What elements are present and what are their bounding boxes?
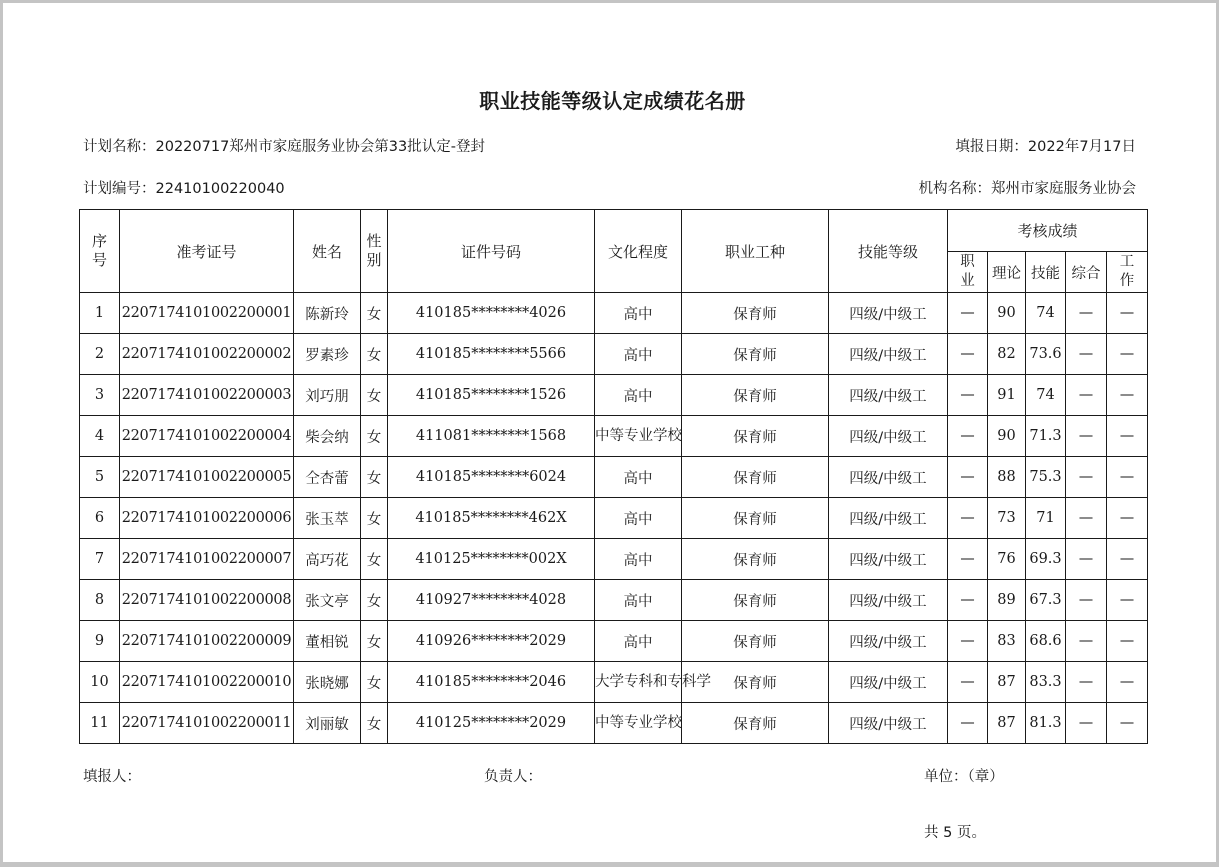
header-row	[80, 210, 1148, 252]
cell-name: 柴会纳	[294, 416, 361, 457]
cell-id-number: 410185********462X	[388, 498, 595, 539]
cell-score-comprehensive: —	[1066, 334, 1107, 375]
header-score-work: 工 作	[1107, 252, 1148, 293]
cell-id-number: 410926********2029	[388, 621, 595, 662]
cell-education: 高中	[595, 621, 682, 662]
cell-id-number: 410185********1526	[388, 375, 595, 416]
cell-name: 张玉萃	[294, 498, 361, 539]
cell-score-vocation: —	[948, 662, 988, 703]
cell-score-theory: 76	[988, 539, 1026, 580]
header-id-number: 证件号码	[388, 210, 595, 293]
cell-gender: 女	[361, 334, 388, 375]
cell-seq: 10	[80, 662, 120, 703]
table-row	[80, 334, 1148, 375]
cell-score-skill: 81.3	[1026, 703, 1066, 744]
cell-score-theory: 90	[988, 293, 1026, 334]
cell-score-vocation: —	[948, 334, 988, 375]
cell-occupation: 保育师	[682, 416, 829, 457]
table-row	[80, 580, 1148, 621]
cell-score-comprehensive: —	[1066, 703, 1107, 744]
cell-seq: 9	[80, 621, 120, 662]
cell-skill-level: 四级/中级工	[829, 293, 948, 334]
filler-label: 填报人：	[83, 769, 141, 785]
cell-score-theory: 87	[988, 662, 1026, 703]
header-scores-group: 考核成绩	[948, 210, 1148, 252]
cell-skill-level: 四级/中级工	[829, 580, 948, 621]
cell-name: 陈新玲	[294, 293, 361, 334]
cell-id-number: 410185********5566	[388, 334, 595, 375]
cell-skill-level: 四级/中级工	[829, 334, 948, 375]
header-name: 姓名	[294, 210, 361, 293]
cell-occupation: 保育师	[682, 498, 829, 539]
cell-score-vocation: —	[948, 703, 988, 744]
cell-gender: 女	[361, 498, 388, 539]
cell-skill-level: 四级/中级工	[829, 375, 948, 416]
cell-score-skill: 67.3	[1026, 580, 1066, 621]
cell-occupation: 保育师	[682, 662, 829, 703]
cell-seq: 4	[80, 416, 120, 457]
cell-gender: 女	[361, 621, 388, 662]
cell-id-number: 411081********1568	[388, 416, 595, 457]
cell-score-skill: 83.3	[1026, 662, 1066, 703]
cell-score-work: —	[1107, 293, 1148, 334]
header-education: 文化程度	[595, 210, 682, 293]
cell-score-work: —	[1107, 498, 1148, 539]
cell-score-vocation: —	[948, 293, 988, 334]
cell-score-work: —	[1107, 457, 1148, 498]
page-count: 共 5 页。	[924, 825, 986, 841]
cell-score-skill: 75.3	[1026, 457, 1066, 498]
cell-seq: 7	[80, 539, 120, 580]
cell-occupation: 保育师	[682, 457, 829, 498]
cell-name: 仝杏蕾	[294, 457, 361, 498]
cell-education: 中等专业学校	[595, 416, 682, 457]
table-row	[80, 457, 1148, 498]
cell-seq: 2	[80, 334, 120, 375]
cell-score-vocation: —	[948, 498, 988, 539]
table-row	[80, 703, 1148, 744]
roster-body	[80, 293, 1148, 744]
cell-score-skill: 69.3	[1026, 539, 1066, 580]
cell-score-skill: 71.3	[1026, 416, 1066, 457]
cell-seq: 3	[80, 375, 120, 416]
cell-ticket-no: 2207174101002200002	[120, 334, 294, 375]
cell-score-comprehensive: —	[1066, 375, 1107, 416]
cell-score-work: —	[1107, 703, 1148, 744]
cell-gender: 女	[361, 662, 388, 703]
cell-occupation: 保育师	[682, 334, 829, 375]
cell-score-theory: 83	[988, 621, 1026, 662]
cell-score-theory: 87	[988, 703, 1026, 744]
cell-skill-level: 四级/中级工	[829, 539, 948, 580]
cell-ticket-no: 2207174101002200006	[120, 498, 294, 539]
cell-gender: 女	[361, 539, 388, 580]
unit-stamp-label: 单位：（章）	[924, 769, 1004, 785]
header-ticket-no: 准考证号	[120, 210, 294, 293]
cell-education: 中等专业学校	[595, 703, 682, 744]
cell-ticket-no: 2207174101002200001	[120, 293, 294, 334]
cell-gender: 女	[361, 457, 388, 498]
cell-seq: 6	[80, 498, 120, 539]
table-row	[80, 416, 1148, 457]
cell-score-vocation: —	[948, 416, 988, 457]
cell-score-work: —	[1107, 334, 1148, 375]
score-roster-table	[79, 209, 1148, 744]
cell-ticket-no: 2207174101002200009	[120, 621, 294, 662]
cell-score-skill: 74	[1026, 375, 1066, 416]
cell-score-theory: 73	[988, 498, 1026, 539]
cell-ticket-no: 2207174101002200008	[120, 580, 294, 621]
cell-score-comprehensive: —	[1066, 662, 1107, 703]
plan-name: 计划名称：20220717郑州市家庭服务业协会第33批认定-登封	[83, 139, 485, 155]
cell-gender: 女	[361, 416, 388, 457]
header-gender: 性 别	[361, 210, 388, 293]
cell-score-vocation: —	[948, 375, 988, 416]
cell-ticket-no: 2207174101002200005	[120, 457, 294, 498]
cell-gender: 女	[361, 293, 388, 334]
cell-score-skill: 73.6	[1026, 334, 1066, 375]
cell-id-number: 410185********2046	[388, 662, 595, 703]
cell-score-work: —	[1107, 416, 1148, 457]
cell-id-number: 410125********2029	[388, 703, 595, 744]
cell-id-number: 410185********6024	[388, 457, 595, 498]
cell-seq: 5	[80, 457, 120, 498]
cell-ticket-no: 2207174101002200004	[120, 416, 294, 457]
header-score-theory: 理论	[988, 252, 1026, 293]
header-score-vocation: 职 业	[948, 252, 988, 293]
cell-score-comprehensive: —	[1066, 293, 1107, 334]
cell-score-vocation: —	[948, 621, 988, 662]
cell-score-theory: 88	[988, 457, 1026, 498]
header-skill-level: 技能等级	[829, 210, 948, 293]
cell-score-theory: 82	[988, 334, 1026, 375]
cell-score-comprehensive: —	[1066, 457, 1107, 498]
cell-score-work: —	[1107, 539, 1148, 580]
cell-score-vocation: —	[948, 580, 988, 621]
cell-education: 高中	[595, 580, 682, 621]
cell-education: 高中	[595, 539, 682, 580]
header-occupation: 职业工种	[682, 210, 829, 293]
fill-date: 填报日期：2022年7月17日	[955, 139, 1136, 155]
cell-score-work: —	[1107, 662, 1148, 703]
cell-score-skill: 74	[1026, 293, 1066, 334]
table-row	[80, 498, 1148, 539]
cell-score-work: —	[1107, 580, 1148, 621]
cell-score-comprehensive: —	[1066, 621, 1107, 662]
document-title: 职业技能等级认定成绩花名册	[479, 89, 746, 113]
cell-score-vocation: —	[948, 457, 988, 498]
cell-name: 董相锐	[294, 621, 361, 662]
cell-score-skill: 68.6	[1026, 621, 1066, 662]
cell-seq: 1	[80, 293, 120, 334]
cell-education: 高中	[595, 498, 682, 539]
cell-occupation: 保育师	[682, 580, 829, 621]
cell-seq: 11	[80, 703, 120, 744]
cell-occupation: 保育师	[682, 621, 829, 662]
responsible-label: 负责人：	[484, 769, 542, 785]
cell-score-comprehensive: —	[1066, 539, 1107, 580]
cell-score-vocation: —	[948, 539, 988, 580]
cell-name: 刘丽敏	[294, 703, 361, 744]
table-row	[80, 539, 1148, 580]
cell-skill-level: 四级/中级工	[829, 662, 948, 703]
cell-gender: 女	[361, 580, 388, 621]
table-row	[80, 293, 1148, 334]
cell-occupation: 保育师	[682, 703, 829, 744]
cell-name: 刘巧朋	[294, 375, 361, 416]
cell-skill-level: 四级/中级工	[829, 416, 948, 457]
cell-score-skill: 71	[1026, 498, 1066, 539]
cell-score-comprehensive: —	[1066, 498, 1107, 539]
plan-code: 计划编号：22410100220040	[83, 181, 285, 197]
header-score-comprehensive: 综合	[1066, 252, 1107, 293]
header-score-skill: 技能	[1026, 252, 1066, 293]
cell-gender: 女	[361, 375, 388, 416]
cell-score-theory: 89	[988, 580, 1026, 621]
cell-education: 大学专科和专科学	[595, 662, 682, 703]
cell-id-number: 410927********4028	[388, 580, 595, 621]
cell-skill-level: 四级/中级工	[829, 621, 948, 662]
cell-skill-level: 四级/中级工	[829, 498, 948, 539]
cell-score-comprehensive: —	[1066, 580, 1107, 621]
cell-occupation: 保育师	[682, 539, 829, 580]
cell-ticket-no: 2207174101002200010	[120, 662, 294, 703]
cell-score-work: —	[1107, 375, 1148, 416]
cell-education: 高中	[595, 375, 682, 416]
cell-score-theory: 91	[988, 375, 1026, 416]
cell-name: 张晓娜	[294, 662, 361, 703]
cell-skill-level: 四级/中级工	[829, 457, 948, 498]
cell-ticket-no: 2207174101002200011	[120, 703, 294, 744]
cell-score-work: —	[1107, 621, 1148, 662]
organization-name: 机构名称：郑州市家庭服务业协会	[918, 181, 1136, 197]
cell-ticket-no: 2207174101002200003	[120, 375, 294, 416]
table-row	[80, 662, 1148, 703]
cell-education: 高中	[595, 293, 682, 334]
cell-id-number: 410185********4026	[388, 293, 595, 334]
cell-seq: 8	[80, 580, 120, 621]
cell-education: 高中	[595, 457, 682, 498]
cell-score-comprehensive: —	[1066, 416, 1107, 457]
table-row	[80, 621, 1148, 662]
cell-id-number: 410125********002X	[388, 539, 595, 580]
cell-occupation: 保育师	[682, 293, 829, 334]
cell-score-theory: 90	[988, 416, 1026, 457]
cell-name: 罗素珍	[294, 334, 361, 375]
cell-name: 高巧花	[294, 539, 361, 580]
cell-education: 高中	[595, 334, 682, 375]
header-seq: 序 号	[80, 210, 120, 293]
cell-ticket-no: 2207174101002200007	[120, 539, 294, 580]
table-row	[80, 375, 1148, 416]
cell-occupation: 保育师	[682, 375, 829, 416]
cell-gender: 女	[361, 703, 388, 744]
cell-skill-level: 四级/中级工	[829, 703, 948, 744]
cell-name: 张文亭	[294, 580, 361, 621]
